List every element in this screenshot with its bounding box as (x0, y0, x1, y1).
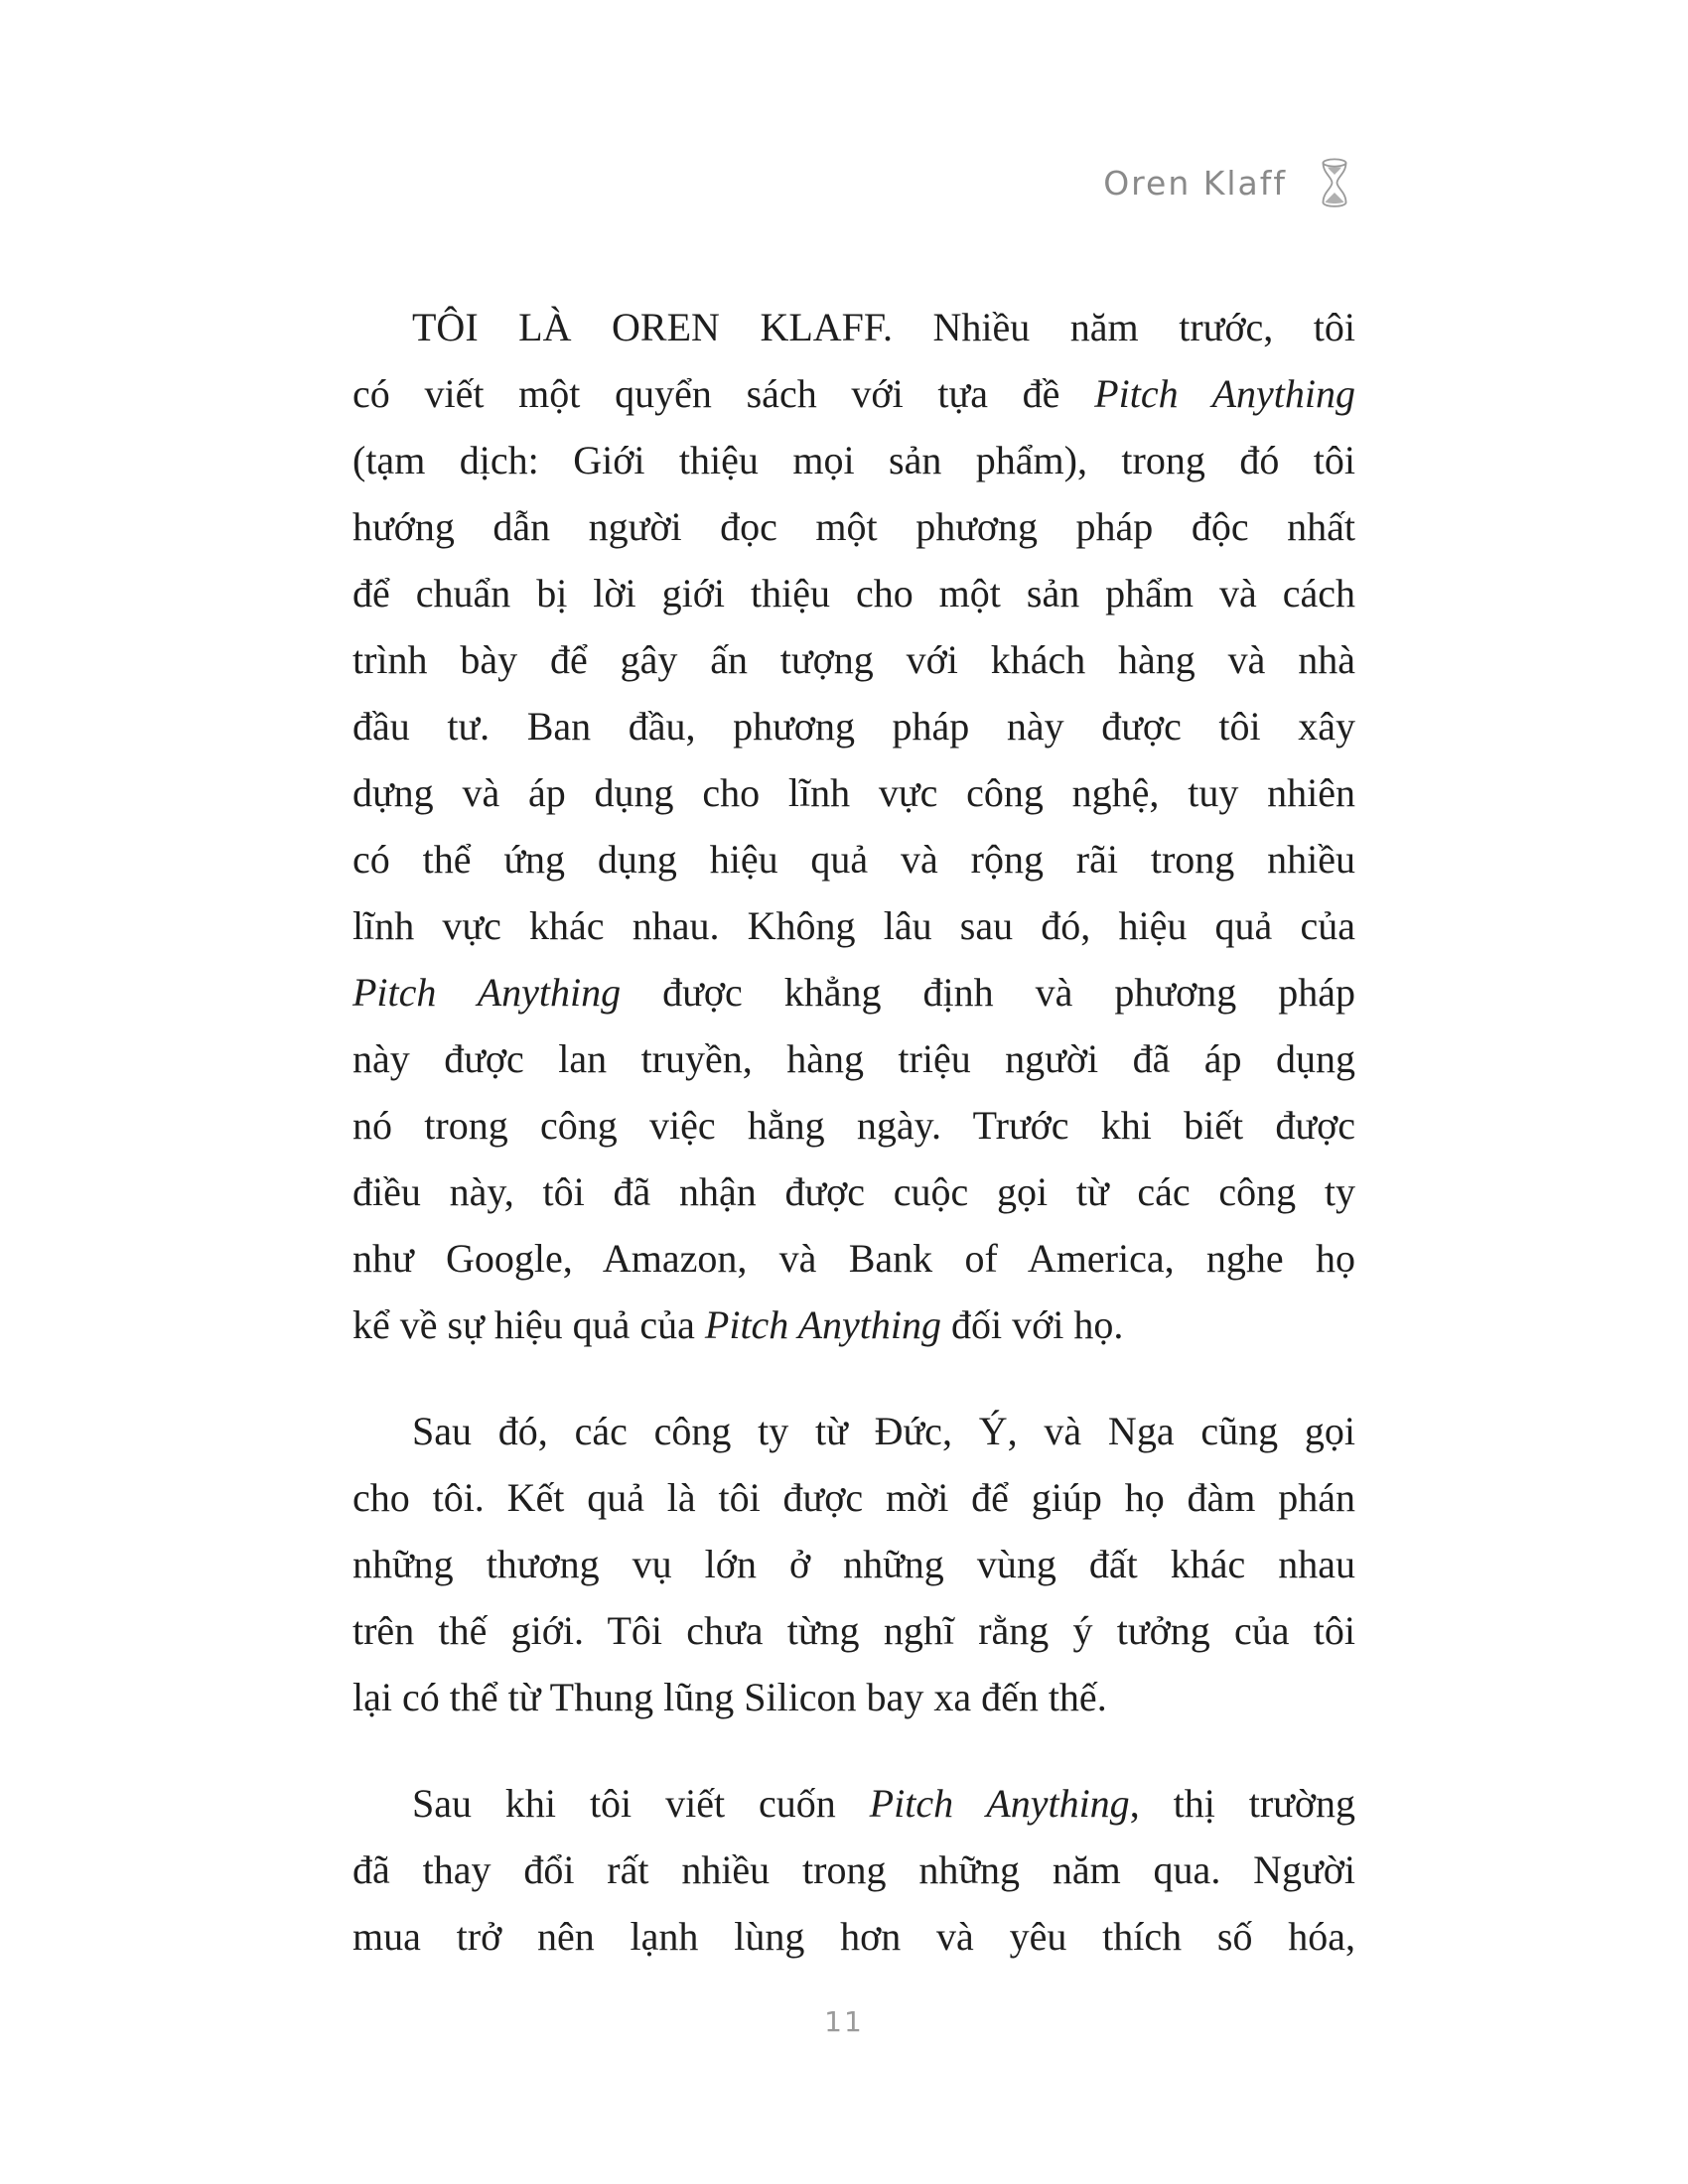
text-segment: đã thay đổi rất nhiều trong những năm qua. Người (352, 1847, 1355, 1892)
text-line (352, 959, 1355, 1025)
text-line (352, 1770, 1355, 1837)
text-line (352, 892, 1355, 959)
book-title-italic: Pitch Anything (869, 1781, 1130, 1826)
text-segment: như Google, Amazon, và Bank of America, nghe họ (352, 1236, 1355, 1281)
text-segment: điều này, tôi đã nhận được cuộc gọi từ các công ty (352, 1169, 1355, 1214)
text-line (352, 1159, 1355, 1225)
text-segment: lại có thể từ Thung lũng Silicon bay xa đến thế. (352, 1675, 1107, 1719)
text-line (352, 1597, 1355, 1664)
author-name: Oren Klaff (1103, 163, 1287, 203)
text-segment: hướng dẫn người đọc một phương pháp độc nhất (352, 504, 1355, 549)
text-line (352, 693, 1355, 759)
text-segment: có thể ứng dụng hiệu quả và rộng rãi trong nhiều (352, 837, 1355, 882)
text-segment: cho tôi. Kết quả là tôi được mời để giúp họ đàm phán (352, 1475, 1355, 1520)
text-line (352, 560, 1355, 626)
text-segment: đối với họ. (941, 1302, 1124, 1347)
text-segment: nó trong công việc hằng ngày. Trước khi biết được (352, 1103, 1355, 1148)
text-segment: Sau khi tôi viết cuốn (412, 1781, 870, 1826)
page-number: 11 (824, 2005, 864, 2038)
text-segment: mua trở nên lạnh lùng hơn và yêu thích số hóa, (352, 1914, 1355, 1959)
text-segment: lĩnh vực khác nhau. Không lâu sau đó, hiệu quả của (352, 903, 1355, 948)
text-line (352, 427, 1355, 493)
text-segment: trình bày để gây ấn tượng với khách hàng và nhà (352, 637, 1355, 682)
text-segment: được khẳng định và phương pháp (621, 970, 1355, 1015)
text-line (352, 1903, 1355, 1970)
paragraph-1 (352, 294, 1355, 1358)
paragraph-3 (352, 1770, 1355, 1970)
text-segment: TÔI LÀ OREN KLAFF. Nhiều năm trước, tôi (412, 305, 1355, 349)
text-segment: kể về sự hiệu quả của (352, 1302, 705, 1347)
text-line (352, 1292, 1355, 1358)
text-segment: trên thế giới. Tôi chưa từng nghĩ rằng ý tưởng của tôi (352, 1608, 1355, 1653)
text-segment: dựng và áp dụng cho lĩnh vực công nghệ, tuy nhiên (352, 770, 1355, 815)
text-line (352, 360, 1355, 427)
hourglass-icon (1317, 157, 1352, 208)
text-line (352, 1464, 1355, 1531)
page-header (1103, 157, 1352, 208)
text-line (352, 1837, 1355, 1903)
book-title-italic: Pitch Anything (352, 970, 622, 1015)
book-title-italic: Pitch Anything (704, 1302, 941, 1347)
text-line (352, 1092, 1355, 1159)
paragraph-2 (352, 1398, 1355, 1730)
text-segment: đầu tư. Ban đầu, phương pháp này được tôi xây (352, 704, 1355, 749)
text-line (352, 1025, 1355, 1092)
text-line (352, 1225, 1355, 1292)
text-segment: để chuẩn bị lời giới thiệu cho một sản phẩm và cách (352, 571, 1355, 615)
text-line (352, 493, 1355, 560)
text-line (352, 1531, 1355, 1597)
text-line (352, 626, 1355, 693)
text-segment: (tạm dịch: Giới thiệu mọi sản phẩm), trong đó tôi (352, 438, 1355, 482)
book-title-italic: Pitch Anything (1094, 371, 1356, 416)
text-segment: này được lan truyền, hàng triệu người đã áp dụng (352, 1036, 1355, 1081)
text-line (352, 294, 1355, 360)
text-segment: có viết một quyển sách với tựa đề (352, 371, 1095, 416)
text-segment: Sau đó, các công ty từ Đức, Ý, và Nga cũng gọi (412, 1409, 1355, 1453)
text-line (352, 826, 1355, 892)
text-line (352, 759, 1355, 826)
page-body (352, 294, 1355, 2009)
text-segment: những thương vụ lớn ở những vùng đất khác nhau (352, 1542, 1355, 1586)
text-segment: , thị trường (1129, 1781, 1356, 1826)
text-line (352, 1664, 1355, 1730)
text-line (352, 1398, 1355, 1464)
